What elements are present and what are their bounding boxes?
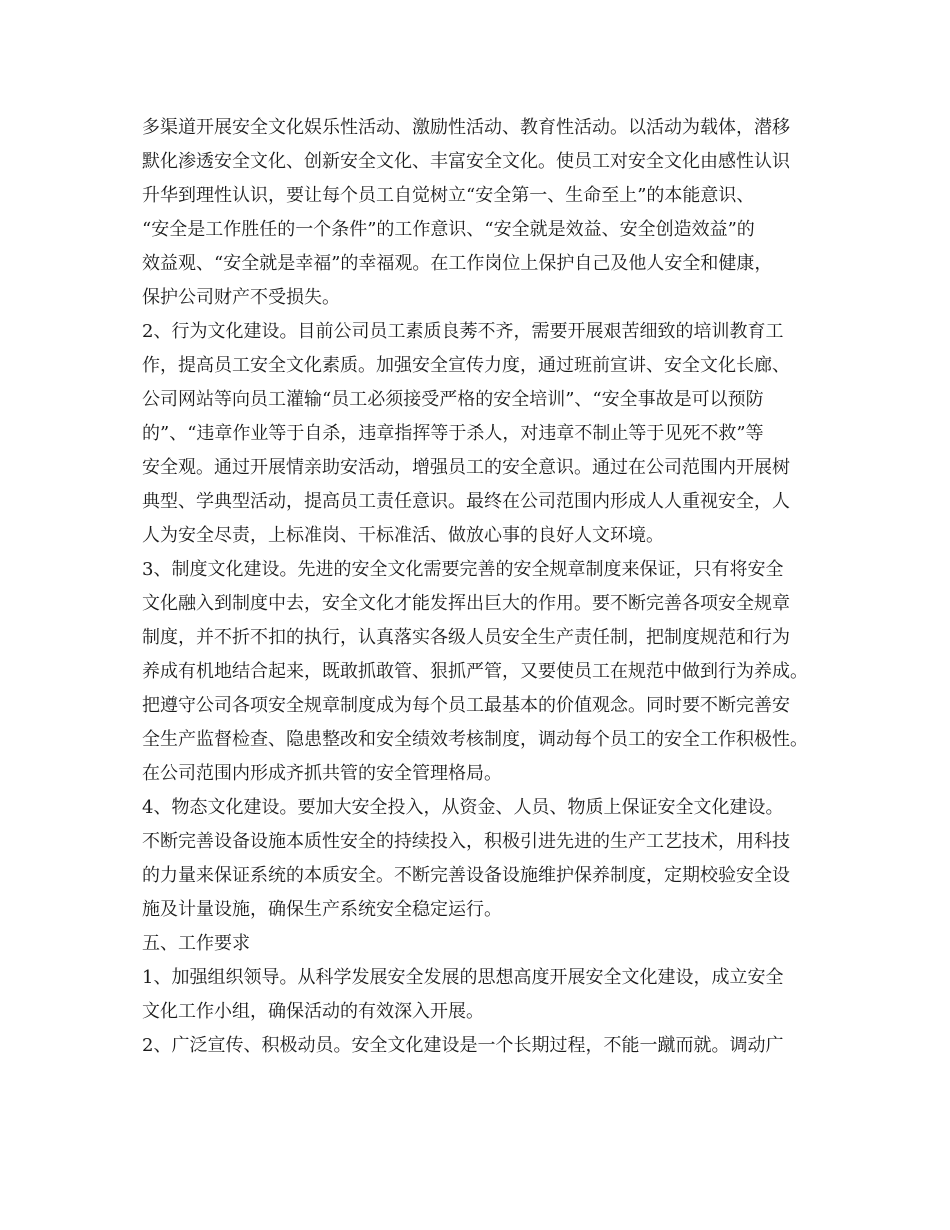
text-line: 典型、学典型活动，提高员工责任意识。最终在公司范围内形成人人重视安全，人 <box>142 491 790 512</box>
text-line: 制度，并不折不扣的执行，认真落实各级人员安全生产责任制，把制度规范和行为 <box>142 627 790 648</box>
text-line: 3、制度文化建设。先进的安全文化需要完善的安全规章制度来保证，只有将安全 <box>142 559 784 580</box>
text-line: 4、物态文化建设。要加大安全投入，从资金、人员、物质上保证安全文化建设。 <box>142 797 784 818</box>
text-line: 2、广泛宣传、积极动员。安全文化建设是一个长期过程，不能一蹴而就。调动广 <box>142 1035 784 1056</box>
text-line: 文化融入到制度中去，安全文化才能发挥出巨大的作用。要不断完善各项安全规章 <box>142 593 790 614</box>
text-line: 养成有机地结合起来，既敢抓敢管、狠抓严管，又要使员工在规范中做到行为养成。 <box>142 661 808 682</box>
text-line: 施及计量设施，确保生产系统安全稳定运行。 <box>142 899 502 920</box>
text-line: 默化渗透安全文化、创新安全文化、丰富安全文化。使员工对安全文化由感性认识 <box>142 151 790 172</box>
text-line: 的”、“违章作业等于自杀，违章指挥等于杀人，对违章不制止等于见死不救”等 <box>142 423 764 444</box>
text-line: 公司网站等向员工灌输“员工必须接受严格的安全培训”、“安全事故是可以预防 <box>142 389 764 410</box>
text-line: “安全是工作胜任的一个条件”的工作意识、“安全就是效益、安全创造效益”的 <box>142 219 755 240</box>
text-line: 作，提高员工安全文化素质。加强安全宣传力度，通过班前宣讲、安全文化长廊、 <box>142 355 790 376</box>
text-line: 2、行为文化建设。目前公司员工素质良莠不齐，需要开展艰苦细致的培训教育工 <box>142 321 784 342</box>
text-line: 保护公司财产不受损失。 <box>142 287 340 308</box>
text-line: 不断完善设备设施本质性安全的持续投入，积极引进先进的生产工艺技术，用科技 <box>142 831 790 852</box>
text-line: 效益观、“安全就是幸福”的幸福观。在工作岗位上保护自己及他人安全和健康， <box>142 253 773 274</box>
text-line: 在公司范围内形成齐抓共管的安全管理格局。 <box>142 763 502 784</box>
text-line: 安全观。通过开展情亲助安活动，增强员工的安全意识。通过在公司范围内开展树 <box>142 457 790 478</box>
text-line: 把遵守公司各项安全规章制度成为每个员工最基本的价值观念。同时要不断完善安 <box>142 695 790 716</box>
text-line: 的力量来保证系统的本质安全。不断完善设备设施维护保养制度，定期校验安全设 <box>142 865 790 886</box>
text-line: 1、加强组织领导。从科学发展安全发展的思想高度开展安全文化建设，成立安全 <box>142 967 784 988</box>
text-line: 人为安全尽责，上标准岗、干标准活、做放心事的良好人文环境。 <box>142 525 664 546</box>
text-line: 文化工作小组，确保活动的有效深入开展。 <box>142 1001 484 1022</box>
text-line: 升华到理性认识，要让每个员工自觉树立“安全第一、生命至上”的本能意识、 <box>142 185 755 206</box>
text-line: 全生产监督检查、隐患整改和安全绩效考核制度，调动每个员工的安全工作积极性。 <box>142 729 808 750</box>
text-line: 多渠道开展安全文化娱乐性活动、激励性活动、教育性活动。以活动为载体，潜移 <box>142 117 790 138</box>
section-heading: 五、工作要求 <box>142 933 250 954</box>
